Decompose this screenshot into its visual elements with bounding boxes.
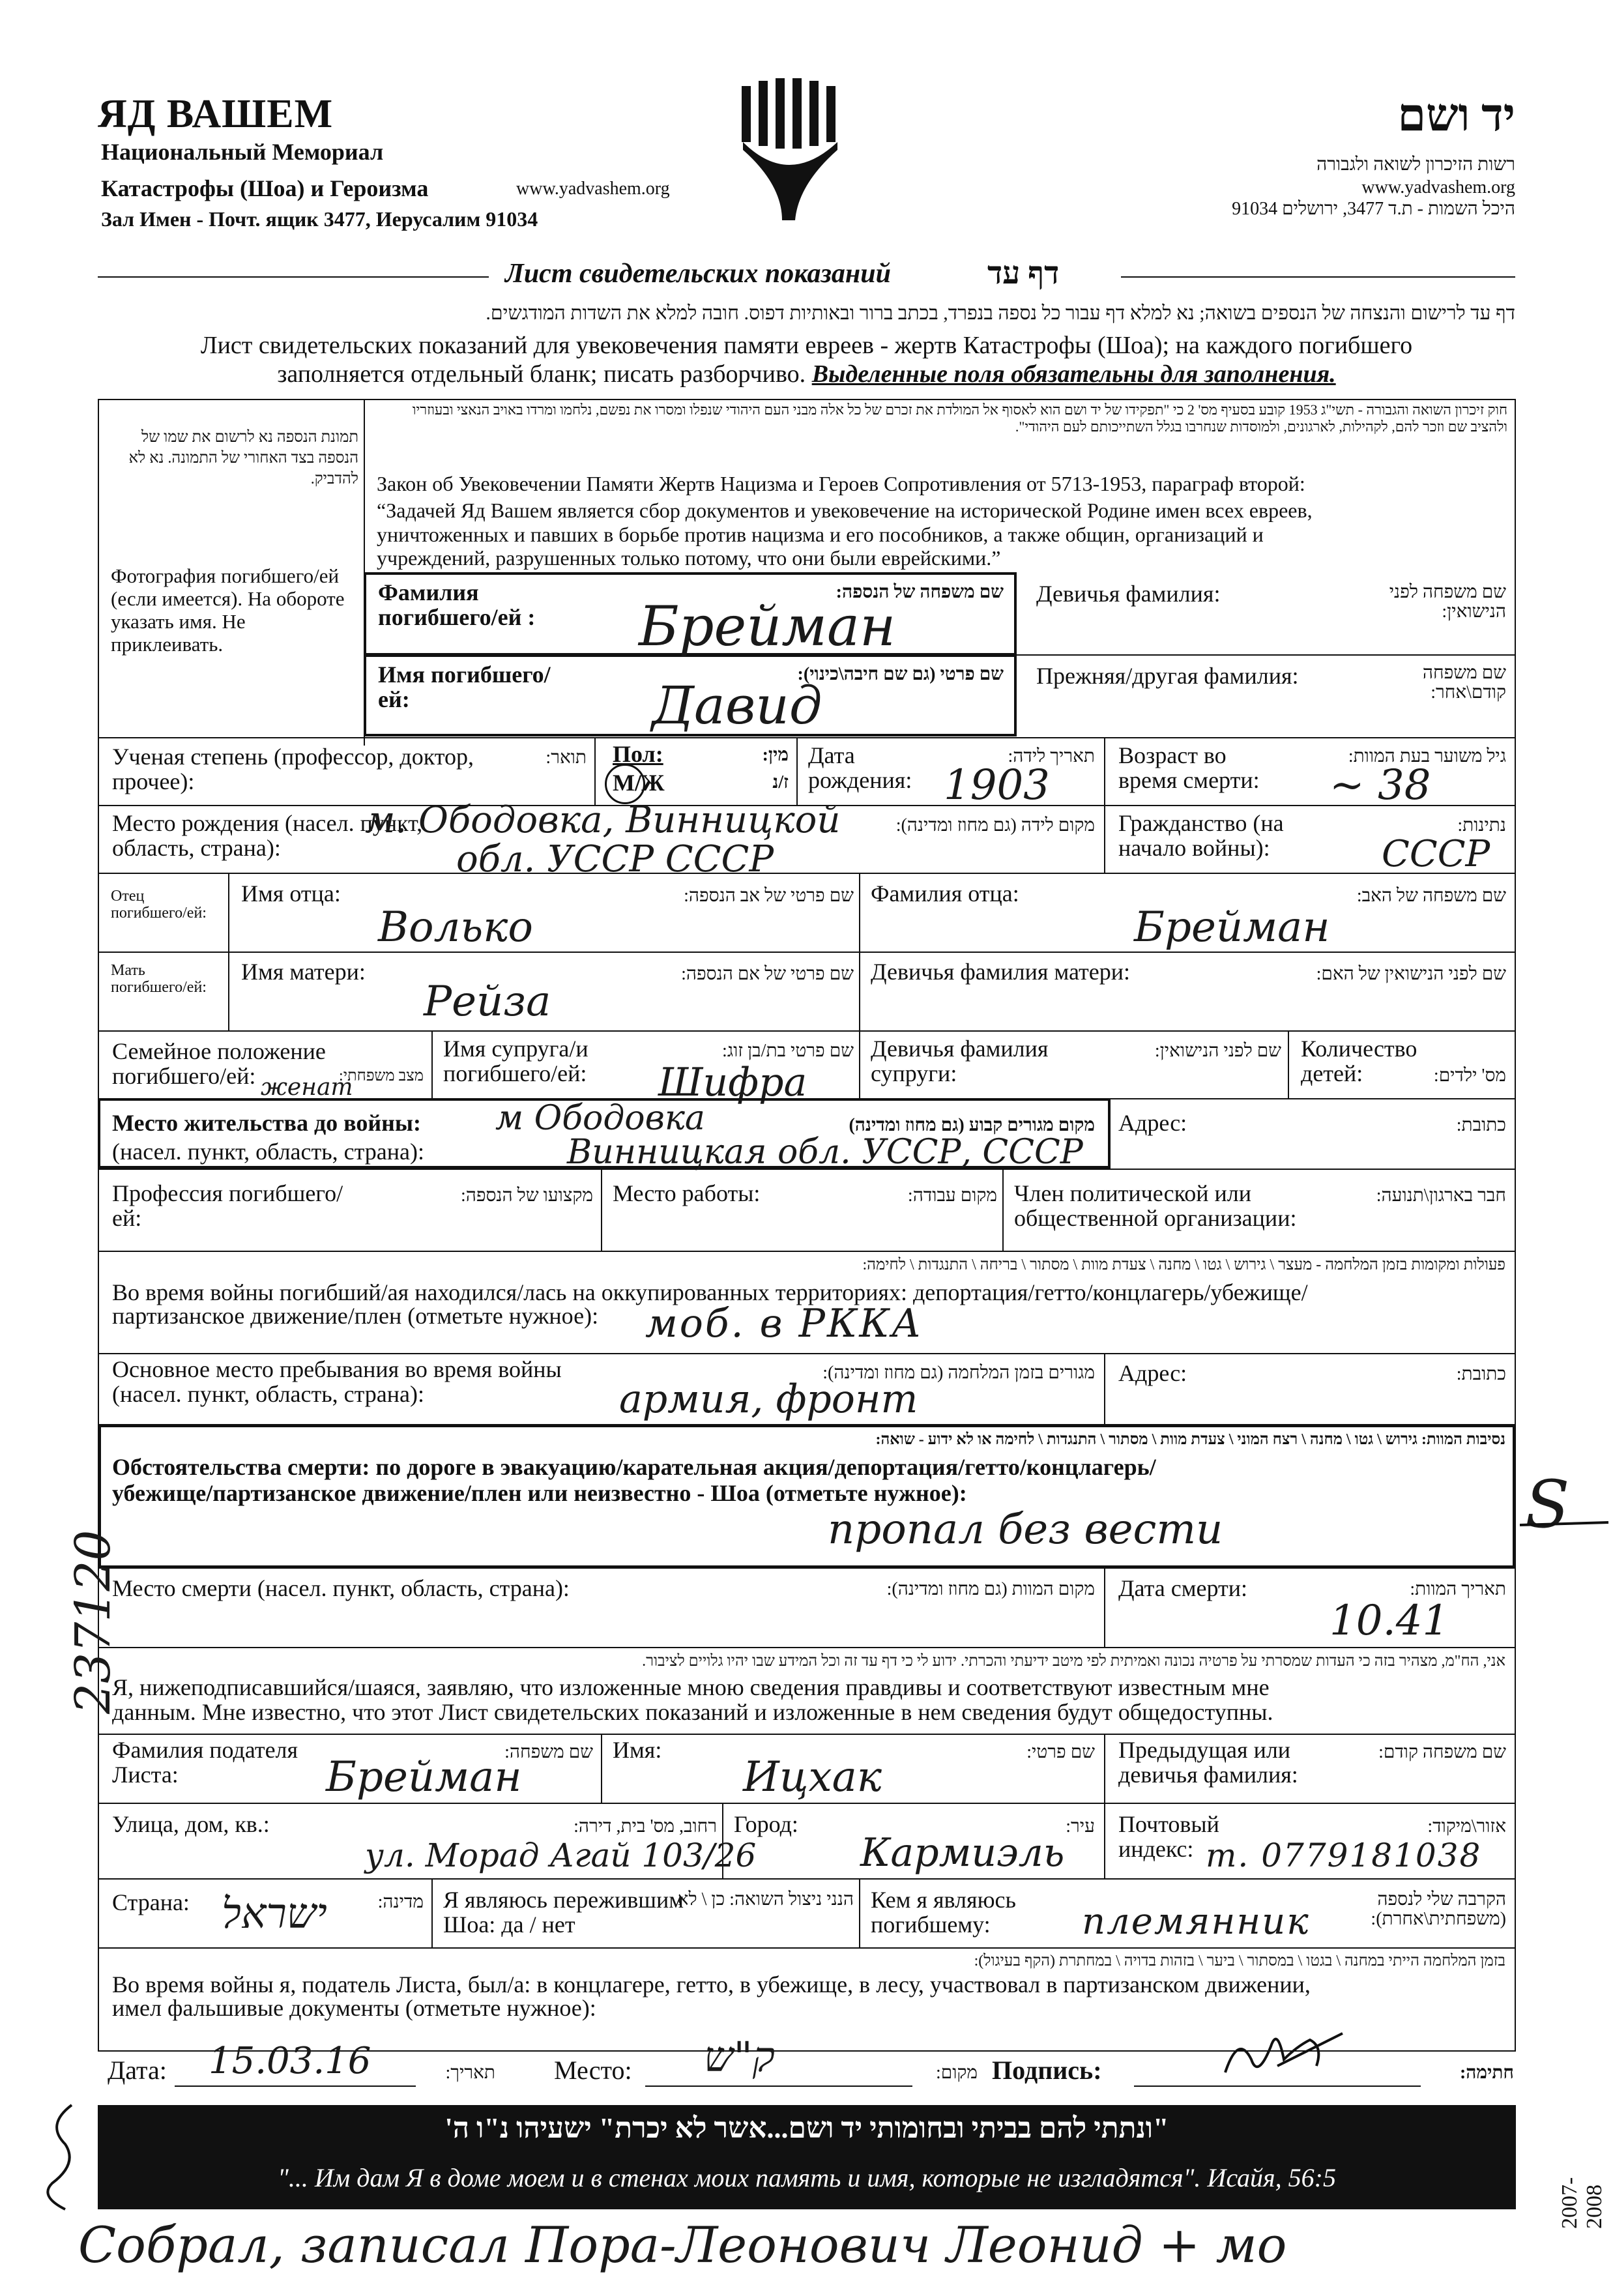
war-place-address-label-he: כתובת: xyxy=(1456,1364,1506,1384)
street-label-ru: Улица, дом, кв.: xyxy=(112,1811,270,1837)
sex-selected-circle xyxy=(605,764,645,804)
war-place-value[interactable]: армия, фронт xyxy=(619,1376,918,1422)
sex-options-ru[interactable]: М/Ж xyxy=(613,770,665,796)
father-name-value[interactable]: Волько xyxy=(378,903,533,952)
intro-ru-2: заполняется отдельный бланк; писать разборчиво. xyxy=(277,360,806,388)
citizenship-label-he: נתינות: xyxy=(1457,815,1506,836)
city-value[interactable]: Кармиэль xyxy=(860,1830,1065,1876)
quote-ru: "... Им дам Я в доме моем и в стенах моих память и имя, которые не изгладятся". Исайя, 56:5 xyxy=(278,2163,1336,2192)
relation-label-ru: Кем я являюсь погибшему: xyxy=(871,1887,1016,1938)
relation-value[interactable]: племянник xyxy=(1082,1900,1310,1943)
country-value[interactable]: ישראל xyxy=(222,1890,327,1938)
death-circumstances-label-he: נסיבות המוות: גירוש \ גטו \ מחנה \ רצח המוני \ צעדת מוות \ מסתור \ התנגדות \ לחימה או לא ידוע - שואה: xyxy=(875,1431,1505,1448)
sex-label-ru: Пол: xyxy=(613,741,663,767)
submitter-wartime-he: בזמן המלחמה הייתי במחנה \ בגטו \ במסתור \ ביער \ בזהות בדויה \ במחתרת (הקף בעיגול): xyxy=(974,1953,1505,1969)
survivor-label-he: הנני ניצול השואה: כן \ לא xyxy=(677,1889,854,1910)
mother-name-label-he: שם פרטי של אם הנספה: xyxy=(681,964,854,984)
submitter-name-value[interactable]: Ицхак xyxy=(743,1753,882,1801)
marital-label-ru: Семейное положение погибшего/ей: xyxy=(112,1038,326,1089)
date-value[interactable]: 15.03.16 xyxy=(209,2040,371,2082)
maiden-label-ru: Девичья фамилия: xyxy=(1036,581,1221,607)
age-label-ru: Возраст во время смерти: xyxy=(1118,742,1260,793)
death-place-label-ru: Место смерти (насел. пункт, область, страна): xyxy=(112,1575,570,1601)
submitter-wartime-ru-1: Во время войны я, податель Листа, был/а: в концлагере, гетто, в убежище, в лесу, участвовал в партизанском движении, xyxy=(112,1971,1311,1998)
law-ru-4: учреждений, разрушенных только потому, что они были еврейскими.” xyxy=(377,546,1001,570)
submitter-surname-label-ru: Фамилия подателя Листа: xyxy=(112,1737,298,1788)
memorial-name-ru-1: Национальный Мемориал xyxy=(101,139,384,165)
law-ru-2: “Задачей Яд Вашем является сбор документов и увековечение на исторической Родине имен всех евреев, xyxy=(377,499,1313,522)
father-surname-label-ru: Фамилия отца: xyxy=(871,880,1019,907)
form-title-he: דף עד xyxy=(987,256,1060,291)
death-date-label-ru: Дата смерти: xyxy=(1118,1575,1248,1601)
left-margin-scribble-icon xyxy=(26,2099,91,2216)
surname-label-ru: Фамилия погибшего/ей : xyxy=(378,579,536,630)
degree-label-he: תואר: xyxy=(545,748,587,768)
relation-label-he: הקרבה שלי לנספה (משפחתית\אחרת): xyxy=(1371,1889,1506,1929)
right-margin-mark: S xyxy=(1525,1466,1570,1543)
left-margin-number: 237120 xyxy=(65,1530,121,1714)
workplace-label-ru: Место работы: xyxy=(613,1180,761,1206)
signature-label-ru: Подпись: xyxy=(992,2056,1102,2085)
law-ru-3: уничтоженных и павших в борьбе против нацизма и его пособников, а также общин, организаций и xyxy=(377,523,1264,546)
birth-date-value[interactable]: 1903 xyxy=(944,761,1050,809)
mother-name-label-ru: Имя матери: xyxy=(241,959,366,985)
spouse-name-label-he: שם פרטי בת/בן זוג: xyxy=(722,1041,854,1061)
form-code: 2007-2008 xyxy=(1558,2177,1606,2229)
marital-value[interactable]: женат xyxy=(261,1074,353,1101)
wartime-label-he: פעולות ומקומות בזמן המלחמה - מעצר \ גירוש \ גטו \ מחנה \ צעדת מוות \ מסתור \ בריחה \ התנגדות \ לחימה: xyxy=(862,1257,1505,1273)
residence-label-he: מקום מגורים קבוע (גם מחוז ומדינה) xyxy=(849,1115,1095,1135)
wartime-value[interactable]: моб. в РККА xyxy=(645,1301,923,1346)
authority-he: רשות הזיכרון לשואה ולגבורה xyxy=(1316,154,1515,175)
submitter-prev-label-he: שם משפחה קודם: xyxy=(1378,1742,1506,1762)
sex-options-he: ז/נ xyxy=(772,772,789,792)
submitter-wartime-ru-2: имел фальшивые документы (отметьте нужное): xyxy=(112,1995,596,2021)
father-surname-label-he: שם משפחה של האב: xyxy=(1356,886,1506,906)
submitter-surname-label-he: שם משפחה: xyxy=(504,1742,593,1762)
country-label-ru: Страна: xyxy=(112,1889,190,1915)
profession-label-ru: Профессия погибшего/ей: xyxy=(112,1180,343,1231)
hall-address-ru: Зал Имен - Почт. ящик 3477, Иерусалим 91034 xyxy=(101,207,538,231)
submitter-name-label-he: שם פרטי: xyxy=(1026,1742,1095,1762)
war-place-address-label-ru: Адрес: xyxy=(1118,1360,1187,1386)
street-label-he: רחוב, מס' בית, דירה: xyxy=(574,1816,717,1837)
wartime-label-ru-1: Во время войны погибший/ая находился/лась на оккупированных территориях: депортация/гетто/концлагерь/убежище/ xyxy=(112,1279,1308,1305)
spouse-maiden-label-ru: Девичья фамилия супруги: xyxy=(871,1036,1049,1086)
submitter-name-label-ru: Имя: xyxy=(613,1737,662,1763)
father-name-label-ru: Имя отца: xyxy=(241,880,341,907)
mother-maiden-label-he: שם לפני הנישואין של האם: xyxy=(1316,964,1506,984)
residence-value-1[interactable]: м Ободовка xyxy=(495,1099,705,1138)
father-label: Отец погибшего/ей: xyxy=(111,888,207,922)
wartime-label-ru-2: партизанское движение/плен (отметьте нужное): xyxy=(112,1303,599,1329)
law-ru-1: Закон об Увековечении Памяти Жертв Нацизма и Героев Сопротивления от 5713-1953, параграф второй: xyxy=(377,472,1305,495)
place-label-ru: Место: xyxy=(554,2056,632,2085)
intro-he: דף עד לרישום והנצחה של הנספים בשואה; נא למלא דף עבור כל נספה בנפרד, בכתב ברור ובאותיות דפוס. חובה למלא את השדות המודגשים. xyxy=(486,302,1515,324)
street-value[interactable]: ул. Морад Агай 103/26 xyxy=(365,1837,757,1874)
maiden-label-he: שם משפחה לפני הנישואין: xyxy=(1389,582,1506,622)
first-name-label-ru: Имя погибшего/ей: xyxy=(378,661,551,712)
death-circumstances-label-ru-1: Обстоятельства смерти: по дороге в эвакуацию/карательная акция/депортация/гетто/концлагерь/ xyxy=(112,1454,1156,1480)
website-he: www.yadvashem.org xyxy=(1361,177,1515,197)
date-label-ru: Дата: xyxy=(108,2056,167,2085)
father-name-label-he: שם פרטי של אב הנספה: xyxy=(684,886,854,906)
mother-maiden-label-ru: Девичья фамилия матери: xyxy=(871,959,1131,985)
law-he: חוק זיכרון השואה והגבורה - תשי"ג 1953 קובע בסעיף מס' 2 כי "תפקידו של יד ושם הוא לאסוף אל המולדת את זכרם של כל אלה מבני העם היהודי שנפלו ומסרו את נפשם, נלחמו ומרדו באויב הנאצי ובעוזריו ולהציב שם וזכר להם, לקהילות, לארגונים, ולמוסדות שנחרבו בגלל השתייכותם לעם היהודי". xyxy=(412,401,1507,435)
father-surname-value[interactable]: Брейман xyxy=(1134,903,1330,952)
place-label-he: מקום: xyxy=(936,2063,978,2083)
zip-label-ru: Почтовый индекс: xyxy=(1118,1811,1219,1862)
death-date-label-he: תאריך המוות: xyxy=(1410,1579,1506,1599)
prev-name-label-he: שם משפחה קודם\אחר: xyxy=(1422,663,1506,703)
sex-label-he: מין: xyxy=(762,745,789,765)
hall-address-he: היכל השמות - ת.ד 3477, ירושלים 91034 xyxy=(1232,199,1515,219)
birth-date-label-ru: Дата рождения: xyxy=(808,742,912,793)
residence-sublabel-ru: (насел. пункт, область, страна): xyxy=(112,1139,425,1165)
spouse-name-value[interactable]: Шифра xyxy=(658,1060,807,1105)
death-date-value[interactable]: 10.41 xyxy=(1330,1597,1449,1645)
citizenship-value[interactable]: СССР xyxy=(1382,833,1490,875)
city-label-ru: Город: xyxy=(734,1811,798,1837)
country-label-he: מדינה: xyxy=(377,1892,424,1912)
zip-label-he: אזור\מיקוד: xyxy=(1427,1816,1506,1837)
first-name-label-he: שם פרטי (גם שם חיבה\כינוי): xyxy=(797,664,1004,684)
residence-address-label-ru: Адрес: xyxy=(1118,1110,1187,1136)
surname-value[interactable]: Брейман xyxy=(639,594,896,658)
right-margin-line-icon xyxy=(1519,1519,1610,1532)
workplace-label-he: מקום עבודה: xyxy=(907,1185,997,1206)
birth-place-value-1[interactable]: м. Ободовка, Винницкой xyxy=(365,799,841,841)
quote-he: "ונתתי להם בביתי ובחומותי יד ושם...אשר לא יכרת" ישעיהו נ"ו ה' xyxy=(444,2112,1169,2144)
zip-value[interactable]: т. 0779181038 xyxy=(1206,1837,1482,1874)
death-circumstances-value[interactable]: пропал без вести xyxy=(828,1505,1223,1554)
surname-label-he: שם משפחה של הנספה: xyxy=(836,582,1004,602)
children-label-ru: Количество детей: xyxy=(1301,1036,1417,1086)
intro-ru-2-emph: Выделенные поля обязательны для заполнения. xyxy=(811,360,1336,388)
age-label-he: גיל משוער בעת המוות: xyxy=(1348,746,1506,766)
prev-name-label-ru: Прежняя/другая фамилия: xyxy=(1036,663,1299,689)
war-place-label-ru: Основное место пребывания во время войны (насел. пункт, область, страна): xyxy=(112,1356,562,1407)
org-name-ru: ЯД ВАШЕМ xyxy=(98,92,334,136)
city-label-he: עיר: xyxy=(1066,1816,1095,1837)
date-label-he: תאריך: xyxy=(445,2063,495,2083)
citizenship-label-ru: Гражданство (на начало войны): xyxy=(1118,810,1284,861)
birth-place-label-he: מקום לידה (גם מחוז ומדינה): xyxy=(895,815,1095,836)
submitter-surname-value[interactable]: Брейман xyxy=(326,1753,522,1801)
children-label-he: מס' ילדים: xyxy=(1433,1066,1506,1086)
org-name-he: יד ושם xyxy=(1397,91,1515,141)
member-label-he: חבר בארגון\תנועה: xyxy=(1376,1185,1506,1206)
intro-ru-2-line xyxy=(98,360,1515,388)
declaration-ru-2: данным. Мне известно, что этот Лист свидетельских показаний и изложенные в нем сведения будут общедоступны. xyxy=(112,1699,1273,1725)
yad-vashem-logo-icon xyxy=(730,77,860,227)
signature-label-he: חתימה: xyxy=(1459,2063,1514,2083)
mother-name-value[interactable]: Рейза xyxy=(424,978,551,1026)
survivor-label-ru: Я являюсь пережившим Шоа: да / нет xyxy=(443,1887,684,1938)
marital-label-he: מצב משפחתי: xyxy=(339,1068,424,1084)
footer-handwritten-note: Собрал, записал Пора-Леонович Леонид + мо xyxy=(78,2216,1287,2274)
spouse-maiden-label-he: שם לפני הנישואין: xyxy=(1154,1041,1281,1061)
photo-box-he: תמונת הנספה נא לרשום את שמו של הנספה בצד האחורי של התמונה. נא לא להדביק. xyxy=(128,429,358,487)
first-name-value[interactable]: Давид xyxy=(652,675,822,736)
death-circumstances-label-ru-2: убежище/партизанское движение/плен или неизвестно - Шоа (отметьте нужное): xyxy=(112,1480,967,1506)
residence-address-label-he: כתובת: xyxy=(1456,1115,1506,1135)
submitter-prev-label-ru: Предыдущая или девичья фамилия: xyxy=(1118,1737,1298,1788)
declaration-ru-1: Я, нижеподписавшийся/шаяся, заявляю, что изложенные мною сведения правдивы и соответствуют известным мне xyxy=(112,1674,1270,1700)
declaration-he: אני, הח"מ, מצהיר בזה כי העדות שמסרתי על פרטיה נכונה ואמיתית לפי מיטב ידיעתי והכרתי. ידוע לי כי דף עד זה וכל המידע שבו יהיו גלויים לציבור. xyxy=(642,1653,1505,1670)
birth-place-value-2[interactable]: обл. УССР СССР xyxy=(456,838,774,880)
profession-label-he: מקצועו של הנספה: xyxy=(460,1185,593,1206)
website-ru: www.yadvashem.org xyxy=(516,179,670,199)
place-value[interactable]: ק"ש xyxy=(704,2033,775,2082)
signature-scribble-icon[interactable] xyxy=(1212,2020,1356,2092)
intro-ru-1: Лист свидетельских показаний для увековечения памяти евреев - жертв Катастрофы (Шоа); на каждого погибшего xyxy=(200,332,1413,359)
birth-place-label-ru: Место рождения (насел. пункт, область, страна): xyxy=(112,810,423,861)
degree-label-ru: Ученая степень (профессор, доктор, прочее): xyxy=(112,744,474,794)
age-value[interactable]: ~ 38 xyxy=(1330,761,1431,809)
memorial-name-ru-2: Катастрофы (Шоа) и Героизма xyxy=(101,175,429,201)
residence-label-ru: Место жительства до войны: xyxy=(112,1110,421,1136)
member-label-ru: Член политической или общественной организации: xyxy=(1014,1180,1297,1231)
mother-label: Мать погибшего/ей: xyxy=(111,962,207,996)
spouse-name-label-ru: Имя супруга/и погибшего/ей: xyxy=(443,1036,589,1086)
birth-date-label-he: תאריך לידה: xyxy=(1008,746,1095,766)
death-place-label-he: מקום המוות (גם מחוז ומדינה): xyxy=(886,1579,1095,1599)
residence-value-2[interactable]: Винницкая обл. УССР, СССР xyxy=(567,1133,1083,1172)
photo-box-ru: Фотография погибшего/ей (если имеется). На обороте указать имя. Не приклеивать. xyxy=(111,564,345,656)
form-title-ru: Лист свидетельских показаний xyxy=(505,259,891,289)
war-place-label-he: מגורים בזמן המלחמה (גם מחוז ומדינה): xyxy=(822,1363,1095,1383)
